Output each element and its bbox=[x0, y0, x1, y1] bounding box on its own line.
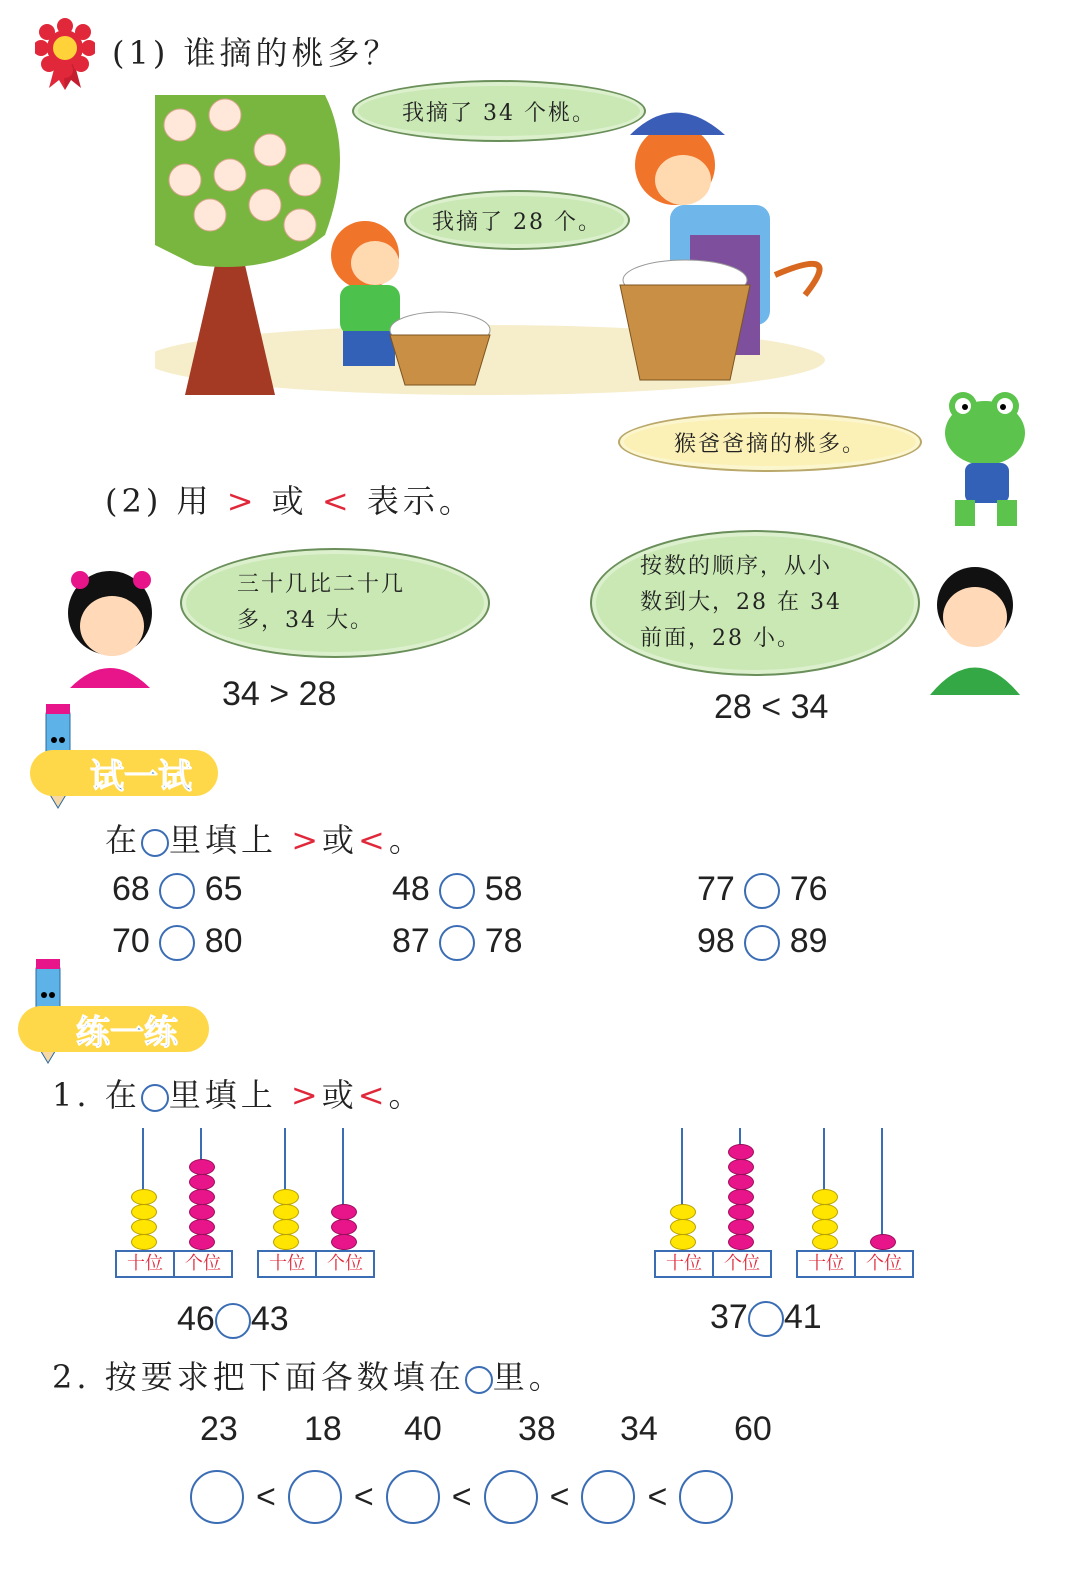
abacus-bead bbox=[728, 1234, 754, 1250]
compare-item: 68 65 bbox=[112, 870, 243, 908]
answer-circle[interactable] bbox=[190, 1470, 244, 1524]
question-number: 2. bbox=[52, 1358, 91, 1396]
abacus bbox=[796, 1128, 912, 1278]
greater-than-sign: > bbox=[290, 1076, 322, 1114]
answer-circle[interactable] bbox=[439, 873, 475, 909]
abacus-bead bbox=[273, 1189, 299, 1205]
greater-than-sign: > bbox=[226, 482, 258, 520]
abacus-bead bbox=[131, 1234, 157, 1250]
ones-label: 个位 bbox=[185, 1253, 221, 1274]
answer-circle[interactable] bbox=[386, 1470, 440, 1524]
abacus-bead bbox=[812, 1204, 838, 1220]
abacus-bead bbox=[870, 1234, 896, 1250]
question-number: 1. bbox=[52, 1076, 91, 1114]
abacus-bead bbox=[273, 1234, 299, 1250]
abacus-bead bbox=[131, 1189, 157, 1205]
answer-circle[interactable] bbox=[439, 925, 475, 961]
number-item: 40 bbox=[404, 1410, 442, 1448]
part1-label: (1) bbox=[112, 34, 170, 72]
number-list bbox=[200, 1410, 800, 1450]
practice-badge: 练一练 bbox=[18, 1006, 209, 1052]
answer-circle[interactable] bbox=[159, 925, 195, 961]
place-value-plate bbox=[257, 1250, 375, 1278]
place-value-plate bbox=[796, 1250, 914, 1278]
abacus-bead bbox=[728, 1159, 754, 1175]
tens-label: 十位 bbox=[117, 1252, 175, 1276]
blank-circle-icon bbox=[465, 1366, 493, 1394]
try-instr-b: 里填上 bbox=[169, 821, 278, 859]
speech-bubble-boy: 按数的顺序，从小 数到大，28 在 34 前面，28 小。 bbox=[590, 530, 920, 676]
number-item: 38 bbox=[518, 1410, 556, 1448]
speech-bubble-small-monkey: 我摘了 28 个。 bbox=[404, 190, 630, 250]
abacus-bead bbox=[331, 1219, 357, 1235]
abacus-bead bbox=[728, 1219, 754, 1235]
place-value-plate bbox=[654, 1250, 772, 1278]
less-than-sign: < bbox=[321, 482, 353, 520]
answer-circle[interactable] bbox=[484, 1470, 538, 1524]
less-than-sign: < bbox=[358, 821, 389, 859]
part2-text-use: 用 bbox=[176, 482, 213, 520]
abacus-bead bbox=[189, 1174, 215, 1190]
abacus-bead bbox=[189, 1159, 215, 1175]
answer-circle[interactable] bbox=[159, 873, 195, 909]
part2-label: (2) bbox=[105, 482, 163, 520]
tens-label: 十位 bbox=[798, 1252, 856, 1276]
abacus-bead bbox=[273, 1219, 299, 1235]
number-item: 60 bbox=[734, 1410, 772, 1448]
abacus-bead bbox=[189, 1234, 215, 1250]
girl-icon bbox=[50, 558, 170, 688]
abacus-compare: 37 41 bbox=[710, 1298, 822, 1336]
abacus-bead bbox=[131, 1219, 157, 1235]
number-item: 23 bbox=[200, 1410, 238, 1448]
speech-bubble-frog: 猴爸爸摘的桃多。 bbox=[618, 412, 922, 472]
abacus-bead bbox=[728, 1189, 754, 1205]
abacus-bead bbox=[131, 1204, 157, 1220]
abacus-bead bbox=[728, 1144, 754, 1160]
abacus-bead bbox=[728, 1174, 754, 1190]
abacus-bead bbox=[728, 1204, 754, 1220]
place-value-plate bbox=[115, 1250, 233, 1278]
compare-item: 77 76 bbox=[697, 870, 828, 908]
boy-result: 28 < 34 bbox=[714, 688, 829, 726]
abacus-bead bbox=[331, 1204, 357, 1220]
abacus-bead bbox=[670, 1234, 696, 1250]
or-word: 或 bbox=[271, 482, 308, 520]
frog-icon bbox=[935, 388, 1030, 533]
answer-circle[interactable] bbox=[215, 1303, 251, 1339]
answer-circle[interactable] bbox=[744, 925, 780, 961]
or-word: 或 bbox=[322, 821, 359, 859]
abacus-bead bbox=[189, 1189, 215, 1205]
speech-bubble-girl: 三十几比二十几 多，34 大。 bbox=[180, 548, 490, 658]
ones-label: 个位 bbox=[724, 1253, 760, 1274]
try-badge: 试一试 bbox=[30, 750, 218, 796]
ordering-row: < < < < < bbox=[190, 1470, 733, 1524]
rosette-icon bbox=[35, 18, 95, 90]
compare-item: 87 78 bbox=[392, 922, 523, 960]
answer-circle[interactable] bbox=[744, 873, 780, 909]
abacus-bead bbox=[331, 1234, 357, 1250]
abacus-bead bbox=[812, 1189, 838, 1205]
less-than-sign: < bbox=[357, 1076, 389, 1114]
tens-label: 十位 bbox=[656, 1252, 714, 1276]
compare-item: 48 58 bbox=[392, 870, 523, 908]
abacus-rod bbox=[881, 1128, 883, 1250]
compare-item: 70 80 bbox=[112, 922, 243, 960]
boy-icon bbox=[925, 555, 1025, 695]
part2-text-show: 表示。 bbox=[366, 482, 475, 520]
girl-result: 34 > 28 bbox=[222, 675, 337, 713]
ones-label: 个位 bbox=[327, 1253, 363, 1274]
blank-circle-icon bbox=[141, 829, 169, 857]
number-item: 34 bbox=[620, 1410, 658, 1448]
answer-circle[interactable] bbox=[679, 1470, 733, 1524]
try-instr-a: 在 bbox=[105, 821, 142, 859]
abacus-bead bbox=[670, 1219, 696, 1235]
speech-bubble-big-monkey: 我摘了 34 个桃。 bbox=[352, 80, 646, 142]
answer-circle[interactable] bbox=[288, 1470, 342, 1524]
abacus bbox=[257, 1128, 373, 1278]
abacus-bead bbox=[189, 1219, 215, 1235]
abacus-bead bbox=[189, 1204, 215, 1220]
abacus-bead bbox=[812, 1219, 838, 1235]
answer-circle[interactable] bbox=[581, 1470, 635, 1524]
part1-title: 谁摘的桃多？ bbox=[183, 34, 400, 72]
abacus-bead bbox=[812, 1234, 838, 1250]
blank-circle-icon bbox=[141, 1084, 169, 1112]
number-item: 18 bbox=[304, 1410, 342, 1448]
ones-label: 个位 bbox=[866, 1253, 902, 1274]
abacus bbox=[115, 1128, 231, 1278]
tens-label: 十位 bbox=[259, 1252, 317, 1276]
greater-than-sign: > bbox=[291, 821, 323, 859]
compare-item: 98 89 bbox=[697, 922, 828, 960]
answer-circle[interactable] bbox=[748, 1301, 784, 1337]
abacus-compare: 46 43 bbox=[177, 1300, 289, 1338]
abacus-bead bbox=[670, 1204, 696, 1220]
abacus bbox=[654, 1128, 770, 1278]
abacus-bead bbox=[273, 1204, 299, 1220]
